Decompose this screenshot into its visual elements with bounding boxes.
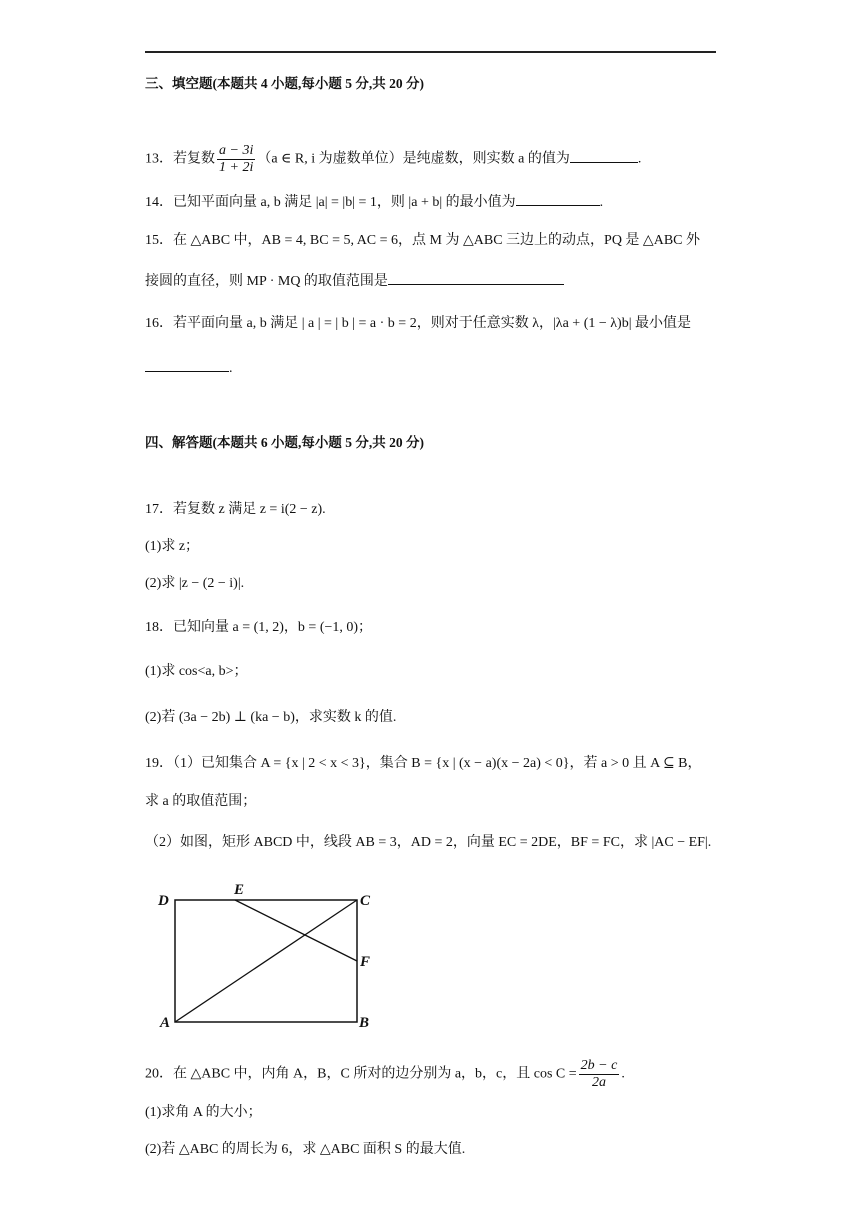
q15-line1: 15．在 △ABC 中，AB = 4, BC = 5, AC = 6，点 M 为 △ABC 三边上的动点，PQ 是 △ABC 外 xyxy=(145,233,700,248)
q20-frac-den: 2a xyxy=(592,1075,606,1090)
q20-stem-end: . xyxy=(621,1066,625,1082)
label-e: E xyxy=(234,882,245,898)
q17-part1: (1)求 z； xyxy=(145,539,200,554)
q18-stem: 18．已知向量 a = (1, 2)，b = (−1, 0)； xyxy=(145,620,373,635)
q13-number: 13． xyxy=(145,151,173,167)
q14-text: 已知平面向量 a, b 满足 |a| = |b| = 1，则 |a + b| 的最小值为 xyxy=(173,195,516,210)
rectangle-figure xyxy=(155,880,385,1030)
question-16-line2 xyxy=(145,357,233,379)
q20-part2: (2)若 △ABC 的周长为 6，求 △ABC 面积 S 的最大值. xyxy=(145,1142,466,1157)
q15-line2: 接圆的直径，则 MP · MQ 的取值范围是 xyxy=(145,274,388,289)
section4-heading: 四、解答题(本题共 6 小题,每小题 5 分,共 20 分) xyxy=(145,435,424,450)
q13-frac-num: a − 3i xyxy=(219,143,254,158)
q13-fraction xyxy=(217,143,255,176)
q15-answer-blank[interactable] xyxy=(388,270,564,285)
q13-end: . xyxy=(637,151,642,167)
segment-ac xyxy=(175,900,357,1022)
q16-answer-blank[interactable] xyxy=(145,357,229,372)
q13-frac-den: 1 + 2i xyxy=(219,160,254,175)
q20-frac-num: 2b − c xyxy=(580,1058,618,1073)
question-15-line2 xyxy=(145,270,564,292)
label-f: F xyxy=(360,954,371,970)
q18-part2: (2)若 (3a − 2b) ⊥ (ka − b)，求实数 k 的值. xyxy=(145,710,397,725)
q17-stem: 17．若复数 z 满足 z = i(2 − z). xyxy=(145,502,326,517)
q20-fraction xyxy=(579,1058,620,1091)
top-rule xyxy=(145,51,716,53)
q18-part1: (1)求 cos<a, b>； xyxy=(145,664,248,679)
q14-end: . xyxy=(599,195,604,210)
label-d: D xyxy=(158,893,169,909)
label-c: C xyxy=(360,893,371,909)
q14-number: 14． xyxy=(145,195,173,210)
question-14 xyxy=(145,191,603,213)
question-20-stem xyxy=(145,1058,625,1091)
q19-part1-line2: 求 a 的取值范围； xyxy=(145,794,257,809)
q17-part2: (2)求 |z − (2 − i)|. xyxy=(145,576,245,591)
q20-stem-pre: 20．在 △ABC 中，内角 A，B，C 所对的边分别为 a，b，c，且 cos C = xyxy=(145,1066,577,1082)
q19-part1-line1: 19．（1）已知集合 A = {x | 2 < x < 3}，集合 B = {x | (x − a)(x − 2a) < 0}，若 a > 0 且 A ⊆ B， xyxy=(145,756,702,771)
question-13 xyxy=(145,143,641,176)
segment-ef xyxy=(235,900,357,961)
q13-answer-blank[interactable] xyxy=(570,148,638,163)
label-a: A xyxy=(160,1015,171,1030)
q16-end: . xyxy=(229,361,233,376)
q13-condition: （a ∈ R, i 为虚数单位）是纯虚数，则实数 a 的值为 xyxy=(257,151,570,167)
q19-part2: （2）如图，矩形 ABCD 中，线段 AB = 3，AD = 2，向量 EC = 2DE，BF = FC，求 |AC − EF|. xyxy=(145,835,712,850)
q16-line1: 16．若平面向量 a, b 满足 | a | = | b | = a · b = 2，则对于任意实数 λ，|λa + (1 − λ)b| 最小值是 xyxy=(145,316,691,331)
q14-answer-blank[interactable] xyxy=(516,191,600,206)
section3-heading: 三、填空题(本题共 4 小题,每小题 5 分,共 20 分) xyxy=(145,76,424,91)
q13-pre: 若复数 xyxy=(173,151,215,167)
q20-part1: (1)求角 A 的大小； xyxy=(145,1105,262,1120)
label-b: B xyxy=(359,1015,370,1030)
